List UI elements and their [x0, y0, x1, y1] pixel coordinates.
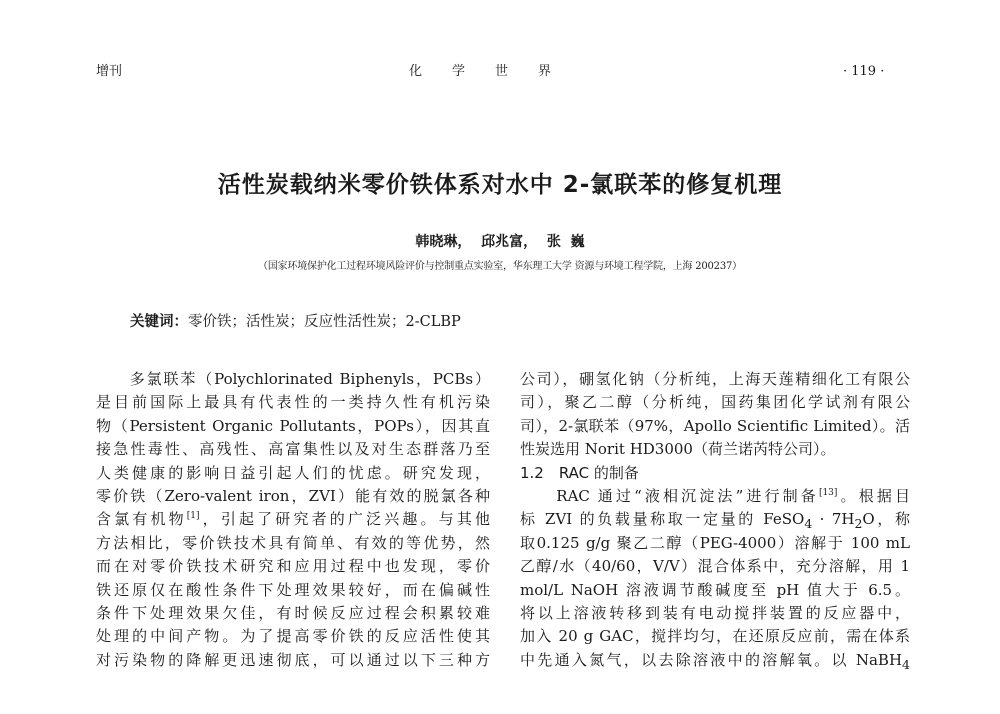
- body-line: 是目前国际上最具有代表性的一类持久性有机污染: [96, 393, 490, 412]
- body-text: 标 ZVI 的负载量称取一定量的 FeSO: [520, 510, 805, 529]
- body-text: · 7H: [812, 510, 855, 529]
- journal-name-char: 世: [495, 64, 509, 79]
- journal-name-char: 学: [452, 64, 466, 79]
- body-line: 司），2-氯联苯（97%，Apollo Scientific Limited）。活: [520, 416, 910, 435]
- page-number: · 119 ·: [843, 64, 885, 79]
- journal-name-char: 界: [538, 64, 552, 79]
- keywords-label: 关键词：: [130, 314, 188, 330]
- keywords-text: 零价铁；活性炭；反应性活性炭；2-CLBP: [188, 314, 461, 330]
- body-line: 司），聚乙二醇（分析纯，国药集团化学试剂有限公: [520, 393, 910, 412]
- subscript: 2: [854, 516, 863, 532]
- keywords: [130, 312, 461, 332]
- body-line: 处理的中间产物。为了提高零价铁的反应活性使其: [96, 627, 490, 646]
- body-line: [96, 508, 490, 531]
- body-line: 方法相比，零价铁技术具有简单、有效的等优势，然: [96, 533, 490, 552]
- body-text: 含氯有机物: [96, 510, 187, 529]
- right-column: [520, 368, 910, 672]
- journal-name-char: 化: [409, 64, 423, 79]
- body-line: mol/L NaOH 溶液调节酸碱度至 pH 值大于 6.5。: [520, 580, 910, 599]
- body-text: 中先通入氮气，以去除溶液中的溶解氧。以 NaBH: [520, 650, 903, 669]
- body-text: O，称: [862, 510, 910, 529]
- body-line: 零价铁（Zero-valent iron，ZVI）能有效的脱氯各种: [96, 486, 490, 505]
- body-line: [520, 508, 910, 531]
- body-line: 人类健康的影响日益引起人们的忧虑。研究发现，: [96, 463, 490, 482]
- article-title: 活性炭载纳米零价铁体系对水中 2-氯联苯的修复机理: [217, 172, 783, 198]
- body-line: 而在对零价铁技术研究和应用过程中也发现，零价: [96, 557, 490, 576]
- body-line: 物（Persistent Organic Pollutants，POPs），因其直: [96, 416, 490, 435]
- body-line: 取0.125 g/g 聚乙二醇（PEG-4000）溶解于 100 mL: [520, 533, 910, 552]
- section-heading: 1.2 RAC 的制备: [520, 463, 639, 482]
- author-list: 韩晓琳， 邱兆富， 张 巍: [415, 234, 585, 250]
- body-line: 加入 20 g GAC，搅拌均匀，在还原反应前，需在体系: [520, 627, 910, 646]
- body-text: RAC 通过“液相沉淀法”进行制备: [520, 486, 819, 505]
- citation-ref[interactable]: [13]: [818, 487, 838, 498]
- body-line: 对污染物的降解更迅速彻底，可以通过以下三种方: [96, 650, 490, 669]
- subscript: 4: [902, 656, 910, 672]
- left-column: [96, 368, 490, 672]
- author-affiliation: （国家环境保护化工过程环境风险评价与控制重点实验室，华东理工大学 资源与环境工程学院，上海 200237）: [258, 261, 742, 272]
- subscript: 4: [804, 516, 813, 532]
- body-text: 。根据目: [837, 486, 910, 505]
- body-text: ，引起了研究者的广泛兴趣。与其他: [199, 510, 490, 529]
- running-header-journal-name: [409, 64, 581, 80]
- body-line: [520, 649, 910, 672]
- body-line: 公司），硼氢化钠（分析纯，上海天莲精细化工有限公: [520, 370, 910, 388]
- citation-ref[interactable]: [1]: [186, 511, 200, 522]
- body-line: 接急性毒性、高残性、高富集性以及对生态群落乃至: [96, 440, 490, 459]
- body-line: 将以上溶液转移到装有电动搅拌装置的反应器中，: [520, 603, 910, 622]
- body-line: [520, 485, 910, 508]
- body-line: 乙醇/水（40/60，V/V）混合体系中，充分溶解，用 1: [520, 557, 910, 576]
- body-line: 条件下处理效果欠佳，有时候反应过程会积累较难: [96, 603, 490, 622]
- body-line: 铁还原仅在酸性条件下处理效果较好，而在偏碱性: [96, 580, 490, 599]
- body-line: 多氯联苯（Polychlorinated Biphenyls，PCBs）: [96, 370, 490, 388]
- body-line: 性炭选用 Norit HD3000（荷兰诺芮特公司）。: [520, 440, 836, 459]
- running-header-left: 增刊: [96, 64, 123, 79]
